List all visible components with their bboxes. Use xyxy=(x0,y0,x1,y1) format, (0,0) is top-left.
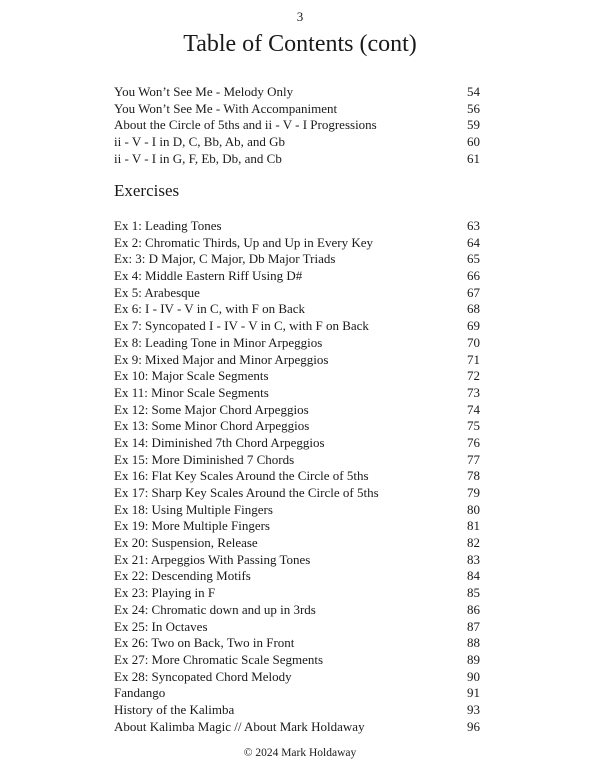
toc-entry-page: 56 xyxy=(467,100,480,116)
exercise-label: Ex 10: Major Scale Segments xyxy=(114,368,269,384)
exercise-entry[interactable] xyxy=(114,535,480,552)
exercise-entry[interactable] xyxy=(114,635,480,652)
exercise-page: 93 xyxy=(467,701,480,717)
exercise-label: Ex: 3: D Major, C Major, Db Major Triads xyxy=(114,251,336,267)
exercise-page: 66 xyxy=(467,268,480,284)
page-title: Table of Contents (cont) xyxy=(183,31,417,57)
exercise-label: Ex 24: Chromatic down and up in 3rds xyxy=(114,601,316,617)
toc-entry-label: About the Circle of 5ths and ii - V - I Progressions xyxy=(114,117,377,133)
exercise-entry[interactable] xyxy=(114,418,480,435)
toc-entry-label: You Won’t See Me - With Accompaniment xyxy=(114,100,338,116)
exercise-label: Ex 17: Sharp Key Scales Around the Circle of 5ths xyxy=(114,485,379,500)
exercise-entry[interactable] xyxy=(114,518,480,535)
exercise-page: 75 xyxy=(467,418,480,434)
toc-entry-page: 54 xyxy=(467,84,480,99)
exercise-page: 76 xyxy=(467,434,480,450)
exercise-page: 71 xyxy=(467,351,480,367)
exercise-page: 68 xyxy=(467,301,480,317)
exercise-entry[interactable] xyxy=(114,218,480,235)
page-number: 3 xyxy=(296,9,304,24)
exercise-label: Ex 21: Arpeggios With Passing Tones xyxy=(114,551,311,567)
exercise-entry[interactable] xyxy=(114,301,480,318)
exercise-label: Ex 11: Minor Scale Segments xyxy=(114,384,269,400)
exercise-page: 79 xyxy=(467,485,480,500)
exercise-label: Fandango xyxy=(114,685,166,701)
exercise-label: Ex 20: Suspension, Release xyxy=(114,535,258,551)
exercise-page: 64 xyxy=(467,234,480,250)
exercise-page: 84 xyxy=(467,568,480,584)
exercises-heading: Exercises xyxy=(114,181,180,200)
exercise-entry[interactable] xyxy=(114,685,480,702)
exercise-page: 77 xyxy=(467,451,480,467)
exercise-label: Ex 22: Descending Motifs xyxy=(114,568,251,584)
exercise-label: Ex 16: Flat Key Scales Around the Circle of 5ths xyxy=(114,468,369,484)
exercise-entry[interactable] xyxy=(114,285,480,302)
toc-entry[interactable] xyxy=(114,134,480,151)
exercise-label: Ex 7: Syncopated I - IV - V in C, with F on Back xyxy=(114,318,369,334)
toc-entry-page: 61 xyxy=(467,150,480,166)
exercise-page: 65 xyxy=(467,251,480,267)
exercise-entry[interactable] xyxy=(114,585,480,602)
exercise-label: Ex 18: Using Multiple Fingers xyxy=(114,501,273,517)
exercise-label: Ex 1: Leading Tones xyxy=(114,218,222,233)
exercise-entry[interactable] xyxy=(114,669,480,686)
exercise-label: Ex 8: Leading Tone in Minor Arpeggios xyxy=(114,334,323,350)
exercise-entry[interactable] xyxy=(114,318,480,335)
exercise-label: Ex 13: Some Minor Chord Arpeggios xyxy=(114,418,310,434)
exercise-page: 78 xyxy=(467,468,480,484)
copyright-footer: © 2024 Mark Holdaway xyxy=(243,747,357,759)
exercise-page: 89 xyxy=(467,651,480,667)
exercise-entry[interactable] xyxy=(114,619,480,636)
exercise-label: Ex 23: Playing in F xyxy=(114,585,216,601)
toc-entry-page: 59 xyxy=(467,117,480,133)
exercise-label: Ex 15: More Diminished 7 Chords xyxy=(114,451,295,467)
exercise-page: 73 xyxy=(467,384,480,400)
exercise-entry[interactable] xyxy=(114,251,480,268)
exercise-entry[interactable] xyxy=(114,719,480,736)
exercise-label: Ex 4: Middle Eastern Riff Using D# xyxy=(114,268,303,284)
exercise-page: 67 xyxy=(467,284,480,300)
exercise-label: Ex 12: Some Major Chord Arpeggios xyxy=(114,401,309,417)
exercise-entry[interactable] xyxy=(114,402,480,419)
toc-entry[interactable] xyxy=(114,84,480,101)
exercise-page: 90 xyxy=(467,668,480,684)
exercise-label: Ex 27: More Chromatic Scale Segments xyxy=(114,651,324,667)
exercise-entry[interactable] xyxy=(114,568,480,585)
exercise-page: 85 xyxy=(467,585,480,601)
exercise-page: 82 xyxy=(467,535,480,551)
exercise-label: Ex 9: Mixed Major and Minor Arpeggios xyxy=(114,351,329,367)
toc-entry[interactable] xyxy=(114,117,480,134)
exercise-entry[interactable] xyxy=(114,502,480,519)
toc-entry-page: 60 xyxy=(467,134,480,150)
exercise-page: 69 xyxy=(467,318,480,334)
exercise-entry[interactable] xyxy=(114,352,480,369)
exercise-entry[interactable] xyxy=(114,385,480,402)
exercise-page: 87 xyxy=(467,618,480,634)
exercise-label: About Kalimba Magic // About Mark Holdaway xyxy=(114,718,365,734)
exercise-entry[interactable] xyxy=(114,468,480,485)
exercise-entry[interactable] xyxy=(114,435,480,452)
exercise-entry[interactable] xyxy=(114,652,480,669)
exercise-entry[interactable] xyxy=(114,702,480,719)
exercise-label: Ex 5: Arabesque xyxy=(114,284,200,300)
exercise-label: Ex 2: Chromatic Thirds, Up and Up in Every Key xyxy=(114,234,373,250)
exercise-page: 70 xyxy=(467,334,480,350)
exercise-entry[interactable] xyxy=(114,335,480,352)
exercise-entry[interactable] xyxy=(114,485,480,502)
exercise-page: 80 xyxy=(467,501,480,517)
exercise-label: Ex 6: I - IV - V in C, with F on Back xyxy=(114,301,306,317)
exercise-page: 86 xyxy=(467,601,480,617)
toc-entry-label: ii - V - I in D, C, Bb, Ab, and Gb xyxy=(114,134,286,150)
exercise-page: 72 xyxy=(467,368,480,384)
toc-entry-label: ii - V - I in G, F, Eb, Db, and Cb xyxy=(114,150,282,166)
toc-entries-list xyxy=(114,84,480,167)
exercise-entry[interactable] xyxy=(114,552,480,569)
exercise-label: Ex 14: Diminished 7th Chord Arpeggios xyxy=(114,434,325,450)
exercise-entry[interactable] xyxy=(114,452,480,469)
exercise-entry[interactable] xyxy=(114,602,480,619)
toc-entry-label: You Won’t See Me - Melody Only xyxy=(114,84,294,99)
exercise-label: Ex 28: Syncopated Chord Melody xyxy=(114,668,292,684)
exercise-label: Ex 26: Two on Back, Two in Front xyxy=(114,635,295,651)
exercise-label: Ex 19: More Multiple Fingers xyxy=(114,518,270,534)
toc-entry[interactable] xyxy=(114,101,480,118)
exercise-entry[interactable] xyxy=(114,235,480,252)
exercise-page: 96 xyxy=(467,718,480,734)
exercise-page: 74 xyxy=(467,401,480,417)
exercise-page: 83 xyxy=(467,551,480,567)
exercise-label: History of the Kalimba xyxy=(114,701,235,717)
exercise-page: 63 xyxy=(467,218,480,233)
exercise-page: 91 xyxy=(467,685,480,701)
exercises-list xyxy=(114,218,480,735)
exercise-entry[interactable] xyxy=(114,368,480,385)
exercise-page: 81 xyxy=(467,518,480,534)
exercise-page: 88 xyxy=(467,635,480,651)
toc-entry[interactable] xyxy=(114,151,480,168)
exercise-entry[interactable] xyxy=(114,268,480,285)
exercise-label: Ex 25: In Octaves xyxy=(114,618,208,634)
